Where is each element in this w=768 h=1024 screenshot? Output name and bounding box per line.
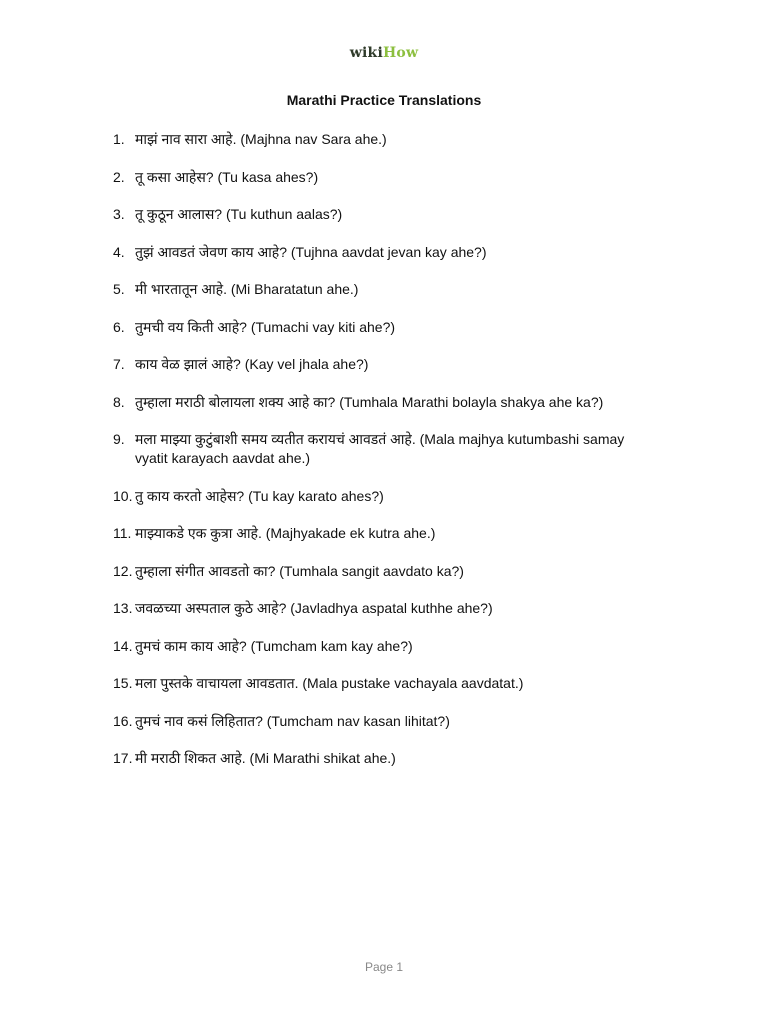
wikihow-logo [0,45,768,61]
list-item-number: 12. [113,562,133,579]
list-item-text: मी मराठी शिकत आहे. (Mi Marathi shikat ahe.) [135,750,396,766]
list-item [113,487,673,506]
list-item-number: 16. [113,712,133,729]
list-item-text: मला माझ्या कुटुंबाशी समय व्यतीत करायचं आवडतं आहे. (Mala majhya kutumbashi samay vyatit karayach aavdat ahe.) [135,431,625,466]
list-item-text: जवळच्या अस्पताल कुठे आहे? (Javladhya aspatal kuthhe ahe?) [135,600,493,616]
list-item-text: मी भारतातून आहे. (Mi Bharatatun ahe.) [135,281,359,297]
list-item-text: तुमची वय किती आहे? (Tumachi vay kiti ahe?) [135,318,396,335]
list-item [113,130,673,149]
list-item-text: माझं नाव सारा आहे. (Majhna nav Sara ahe.) [135,131,387,147]
list-item-number: 1. [113,131,125,147]
list-item-text: तु काय करतो आहेस? (Tu kay karato ahes?) [135,487,384,504]
list-item-text: तू कुठून आलास? (Tu kuthun aalas?) [135,206,343,222]
list-item-text: तुझं आवडतं जेवण काय आहे? (Tujhna aavdat jevan kay ahe?) [135,243,487,260]
list-item-text: तू कसा आहेस? (Tu kasa ahes?) [135,168,319,185]
list-item-number: 15. [113,675,133,691]
list-item-number: 4. [113,243,125,260]
list-item-number: 14. [113,637,133,654]
list-item-number: 7. [113,356,125,372]
list-item [113,318,673,337]
page-number: Page 1 [364,960,404,974]
list-item [113,168,673,187]
page-title: Marathi Practice Translations [286,92,482,108]
list-item-text: तुम्हाला संगीत आवडतो का? (Tumhala sangit aavdato ka?) [135,562,464,579]
list-item-number: 8. [113,393,125,410]
list-item-text: मला पुस्तके वाचायला आवडतात. (Mala pustake vachayala aavdatat.) [135,675,524,691]
list-item-number: 3. [113,206,125,222]
list-item [113,712,673,731]
list-item-number: 17. [113,750,133,766]
list-item [113,749,673,768]
list-item-number: 10. [113,487,133,504]
list-item-text: तुम्हाला मराठी बोलायला शक्य आहे का? (Tumhala Marathi bolayla shakya ahe ka?) [135,393,604,410]
list-item [113,430,673,468]
logo-wiki-text: wiki [349,45,383,61]
list-item [113,524,673,543]
list-item-number: 2. [113,168,125,185]
list-item [113,393,673,412]
list-item-number: 13. [113,600,133,616]
logo-how-text: How [382,45,419,61]
list-item-text: तुमचं काम काय आहे? (Tumcham kam kay ahe?) [135,637,413,654]
list-item [113,637,673,656]
translation-list [113,130,673,787]
list-item [113,562,673,581]
list-item-text: तुमचं नाव कसं लिहितात? (Tumcham nav kasan lihitat?) [135,712,450,729]
list-item [113,599,673,618]
list-item-number: 11. [113,525,132,541]
list-item-number: 6. [113,318,125,335]
list-item-text: काय वेळ झालं आहे? (Kay vel jhala ahe?) [135,356,369,372]
list-item [113,355,673,374]
list-item-number: 5. [113,281,125,297]
list-item [113,280,673,299]
list-item-text: माझ्याकडे एक कुत्रा आहे. (Majhyakade ek kutra ahe.) [135,525,436,541]
list-item [113,205,673,224]
list-item [113,674,673,693]
list-item [113,243,673,262]
list-item-number: 9. [113,431,125,447]
